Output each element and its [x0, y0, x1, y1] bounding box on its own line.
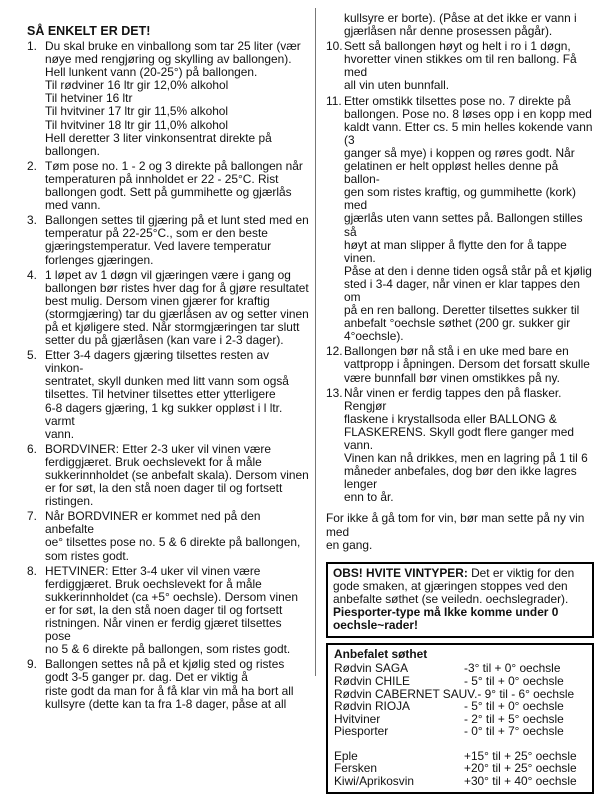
step-line: Etter 3-4 dagers gjæring tilsettes resten av vinkon-	[45, 348, 270, 376]
step-line: på et kjøligere sted. Når stormgjæringen tar slutt	[45, 319, 300, 334]
step-line: Til hvitviner 17 ltr gir 11,5% alkohol	[45, 104, 229, 119]
obs-text: Det er viktig for den gode smaken, at gjæringen stoppes ved den anbefalte søthet (se veiledn. oechslegrader).	[333, 565, 575, 606]
step-6	[27, 443, 309, 508]
oechsle-range: - 5° til + 0° oechsle	[464, 673, 564, 688]
step-9	[27, 658, 309, 710]
step-line: BORDVINER: Etter 2-3 uker vil vinen være	[45, 441, 271, 456]
text-line: kullsyre er borte). (Påse at det ikke er vann i	[344, 11, 577, 25]
step-line: vattpropp i åpningen. Dersom det forsatt skulle	[344, 357, 590, 372]
wine-name: Hvitviner	[334, 711, 381, 726]
oechsle-range: +15° til + 25° oechsle	[464, 748, 577, 763]
step-line: temperatur på 22-25°C., som er den beste	[45, 226, 268, 241]
step-line: 4°oechsle).	[344, 329, 404, 344]
step-line: ristingen.	[45, 494, 94, 509]
step-12	[326, 345, 594, 384]
left-column	[27, 12, 309, 713]
wine-name: Rødvin CHILE	[334, 673, 410, 688]
step-line: (stormgjæring) tar du gjærlåsen av og setter vinen	[45, 306, 309, 321]
steps-list-left	[27, 40, 309, 711]
step-line: all vin uten bunnfall.	[344, 78, 450, 93]
step-line: som ristes godt.	[45, 548, 129, 563]
step-line: Hell lunkent vann (20-25°) på ballongen.	[45, 65, 258, 80]
step-line: anbefalt °oechsle søthet (200 gr. sukker gir	[344, 316, 571, 331]
wine-name: Rødvin SAGA	[334, 661, 409, 676]
step-line: 6-8 dagers gjæring, 1 kg sukker oppløst i l ltr. varmt	[45, 400, 283, 428]
step-line: temperaturen på innholdet er 22 - 25°C. Rist	[45, 171, 279, 186]
step-line: ganger så mye) i koppen og røres godt. Når	[344, 145, 575, 160]
sweetness-row	[334, 775, 586, 788]
table-gap	[334, 738, 586, 750]
step-7	[27, 510, 309, 562]
step-number: 11.	[326, 93, 342, 108]
oechsle-range: -3° til + 0° oechsle	[464, 661, 561, 676]
sweetness-title: Anbefalet søthet	[334, 647, 428, 662]
step-line: kullsyre (dette kan ta fra 1-8 dager, påse at all	[45, 696, 287, 711]
step-4	[27, 269, 309, 348]
step-number: 2.	[27, 158, 37, 173]
step-line: best mulig. Dersom vinen gjærer for kraftig	[45, 293, 270, 308]
step-line: Ballongen bør nå stå i en uke med bare en	[344, 344, 569, 359]
oechsle-range: +30° til + 40° oechsle	[464, 774, 577, 789]
sweetness-table	[326, 643, 594, 793]
sweetness-row	[334, 688, 586, 701]
step-10	[326, 40, 594, 92]
oechsle-range: - 0° til + 7° oechsle	[464, 724, 564, 739]
step-line: Ballongen settes til gjæring på et lunt sted med en	[45, 213, 309, 228]
step-line: Tøm pose no. 1 - 2 og 3 direkte på ballongen når	[45, 158, 303, 173]
step-number: 13.	[326, 385, 343, 400]
step-line: med vann.	[45, 198, 101, 213]
step-number: 12.	[326, 344, 343, 359]
step-line: Ballongen settes nå på et kjølig sted og ristes	[45, 657, 285, 672]
wine-name: Piesporter	[334, 724, 389, 739]
step-line: no 5 & 6 direkte på ballongen, som ristes godt.	[45, 642, 291, 657]
step-line: FLASKERENS. Skyll godt flere ganger med vann.	[344, 424, 574, 452]
step-number: 1.	[27, 39, 37, 53]
wine-name: Rødvin RIOJA	[334, 699, 410, 714]
wine-name: Kiwi/Aprikosvin	[334, 774, 414, 789]
step-line: ballongen. Pose no. 8 løses opp i en kopp med	[344, 106, 592, 121]
sweetness-row	[334, 700, 586, 713]
step-number: 9.	[27, 657, 37, 672]
sweetness-row	[334, 750, 586, 763]
step-number: 5.	[27, 348, 37, 363]
step-number: 3.	[27, 213, 37, 228]
step-line: Påse at den i denne tiden også står på et kjølig	[344, 263, 592, 278]
sweetness-rows	[334, 662, 586, 738]
oechsle-range: - 2° til + 5° oechsle	[464, 711, 564, 726]
step-line: flaskene i krystallsoda eller BALLONG &	[344, 411, 557, 426]
step-line: Etter omstikk tilsettes pose no. 7 direkte på	[344, 93, 571, 108]
sweetness-row	[334, 675, 586, 688]
step-line: ristningen. Når vinen er ferdig gjæret tilsettes pose	[45, 616, 282, 644]
step-line: 1 løpet av 1 døgn vil gjæringen være i gang og	[45, 267, 291, 282]
step-line: Sett så ballongen høyt og helt i ro i 1 døgn,	[344, 39, 571, 54]
page-title: SÅ ENKELT ER DET!	[27, 24, 151, 38]
sweetness-row	[334, 762, 586, 775]
step-line: måneder anbefales, dog bør den ikke lagres lenger	[344, 464, 577, 492]
step-line: Til hetviner 16 ltr	[45, 91, 133, 106]
step-line: HETVINER: Etter 3-4 uker vil vinen være	[45, 563, 261, 578]
obs-label: OBS! HVITE VINTYPER:	[333, 565, 468, 580]
step-line: Når vinen er ferdig tappes den på flasker. Rengjør	[344, 385, 562, 413]
step-line: Du skal bruke en vinballong som tar 25 liter (vær	[45, 39, 301, 53]
step-line: være bunnfall bør vinen omstikkes på ny.	[344, 370, 560, 385]
step-line: Hell deretter 3 liter vinkonsentrat direkte på	[45, 130, 272, 145]
step-line: på en ren ballong. Deretter tilsettes sukker til	[344, 303, 580, 318]
wine-name: Eple	[334, 748, 358, 763]
sweetness-row	[334, 713, 586, 726]
step-line: Vinen kan nå drikkes, men en lagring på 1 til 6	[344, 451, 588, 466]
step-line: sukkerinnholdet (ca +5° oechsle). Dersom vinen	[45, 589, 298, 604]
step-line: ballongen godt. Sett på gummihette og gjærlås	[45, 185, 292, 200]
step-line: enn to år.	[344, 490, 394, 505]
step-line: ballongen.	[45, 143, 100, 158]
right-column	[326, 12, 594, 794]
step-number: 4.	[27, 267, 37, 282]
step-line: godt 3-5 ganger pr. dag. Det er viktig å	[45, 670, 248, 685]
step-line: ferdiggjæret. Bruk oechslevekt for å måle	[45, 576, 262, 591]
step-line: sukkerinnholdet (se anbefalt skala). Dersom vinen	[45, 468, 309, 482]
step-line: Når BORDVINER er kommet ned på den anbefalte	[45, 509, 261, 537]
text-line: gjærlåsen når denne prosessen pågår).	[344, 24, 553, 39]
oechsle-range: - 9° til - 6° oechsle	[477, 686, 575, 701]
step-number: 7.	[27, 509, 37, 524]
step-line: vann.	[45, 426, 75, 441]
step-line: gelatinen er helt oppløst helles denne på ballon-	[344, 159, 559, 187]
step-2	[27, 160, 309, 212]
column-divider	[315, 8, 316, 676]
sweetness-rows-fruit	[334, 750, 586, 788]
step-11	[326, 95, 594, 344]
step-line: høyt at man slipper å flytte den for å tappe vinen.	[344, 237, 567, 265]
text-line: en gang.	[326, 537, 373, 552]
step-line: kaldt vann. Etter cs. 5 min helles kokende vann (3	[344, 119, 593, 147]
text-line: For ikke å gå tom for vin, bør man sette på ny vin med	[326, 511, 585, 539]
step-line: forlenges gjæringen.	[45, 252, 154, 267]
oechsle-range: - 5° til + 0° oechsle	[464, 699, 564, 714]
step-number: 6.	[27, 441, 37, 456]
step-number: 10.	[326, 39, 343, 54]
wine-name: Rødvin CABERNET SAUV.	[334, 686, 478, 701]
oechsle-range: +20° til + 25° oechsle	[464, 761, 577, 776]
step-line: Til rødviner 16 ltr gir 12,0% alkohol	[45, 78, 229, 93]
step-9-continuation	[326, 12, 594, 38]
step-line: ferdiggjæret. Bruk oechslevekt for å måle	[45, 454, 262, 469]
step-line: ballongen bør ristes hver dag for å gjøre resultatet	[45, 280, 309, 295]
wine-name: Fersken	[334, 761, 377, 776]
step-line: tilsettes. Til hetviner tilsettes etter ytterligere	[45, 387, 276, 402]
step-line: hvoretter vinen stikkes om til ren ballong. Få med	[344, 52, 577, 80]
step-1	[27, 40, 309, 158]
step-line: sted i 3-4 dager, når vinen er klar tappes den om	[344, 276, 580, 304]
obs-warning: Piesporter-type må Ikke komme under 0 oechsle~rader!	[333, 605, 559, 633]
step-line: er for søt, la den stå noen dager til og fortsett	[45, 602, 283, 617]
steps-list-right	[326, 40, 594, 504]
step-line: er for søt, la den stå noen dager til og fortsett	[45, 481, 283, 496]
step-line: sentratet, skyll dunken med litt vann som også	[45, 374, 289, 389]
step-line: setter du på gjærlåsen (kan vare i 2-3 dager).	[45, 333, 284, 348]
step-8	[27, 565, 309, 657]
step-3	[27, 214, 309, 266]
step-line: nøye med rengjøring og skylling av ballongen).	[45, 52, 292, 67]
step-line: gjæringstemperatur. Ved lavere temperatur	[45, 239, 272, 254]
obs-box	[326, 562, 594, 638]
step-line: Til hvitviner 18 ltr gir 11,0% alkohol	[45, 117, 229, 132]
step-13	[326, 387, 594, 505]
step-5	[27, 349, 309, 441]
step-line: gen som ristes kraftig, og gummihette (kork) med	[344, 185, 576, 213]
notice-text	[326, 512, 594, 551]
step-number: 8.	[27, 563, 37, 578]
step-line: riste godt da man for å få klar vin må ha bort all	[45, 683, 294, 698]
step-line: gjærlås uten vann settes på. Ballongen stilles så	[344, 211, 583, 239]
step-line: oe° tilsettes pose no. 5 & 6 direkte på ballongen,	[45, 535, 301, 550]
sweetness-row	[334, 725, 586, 738]
